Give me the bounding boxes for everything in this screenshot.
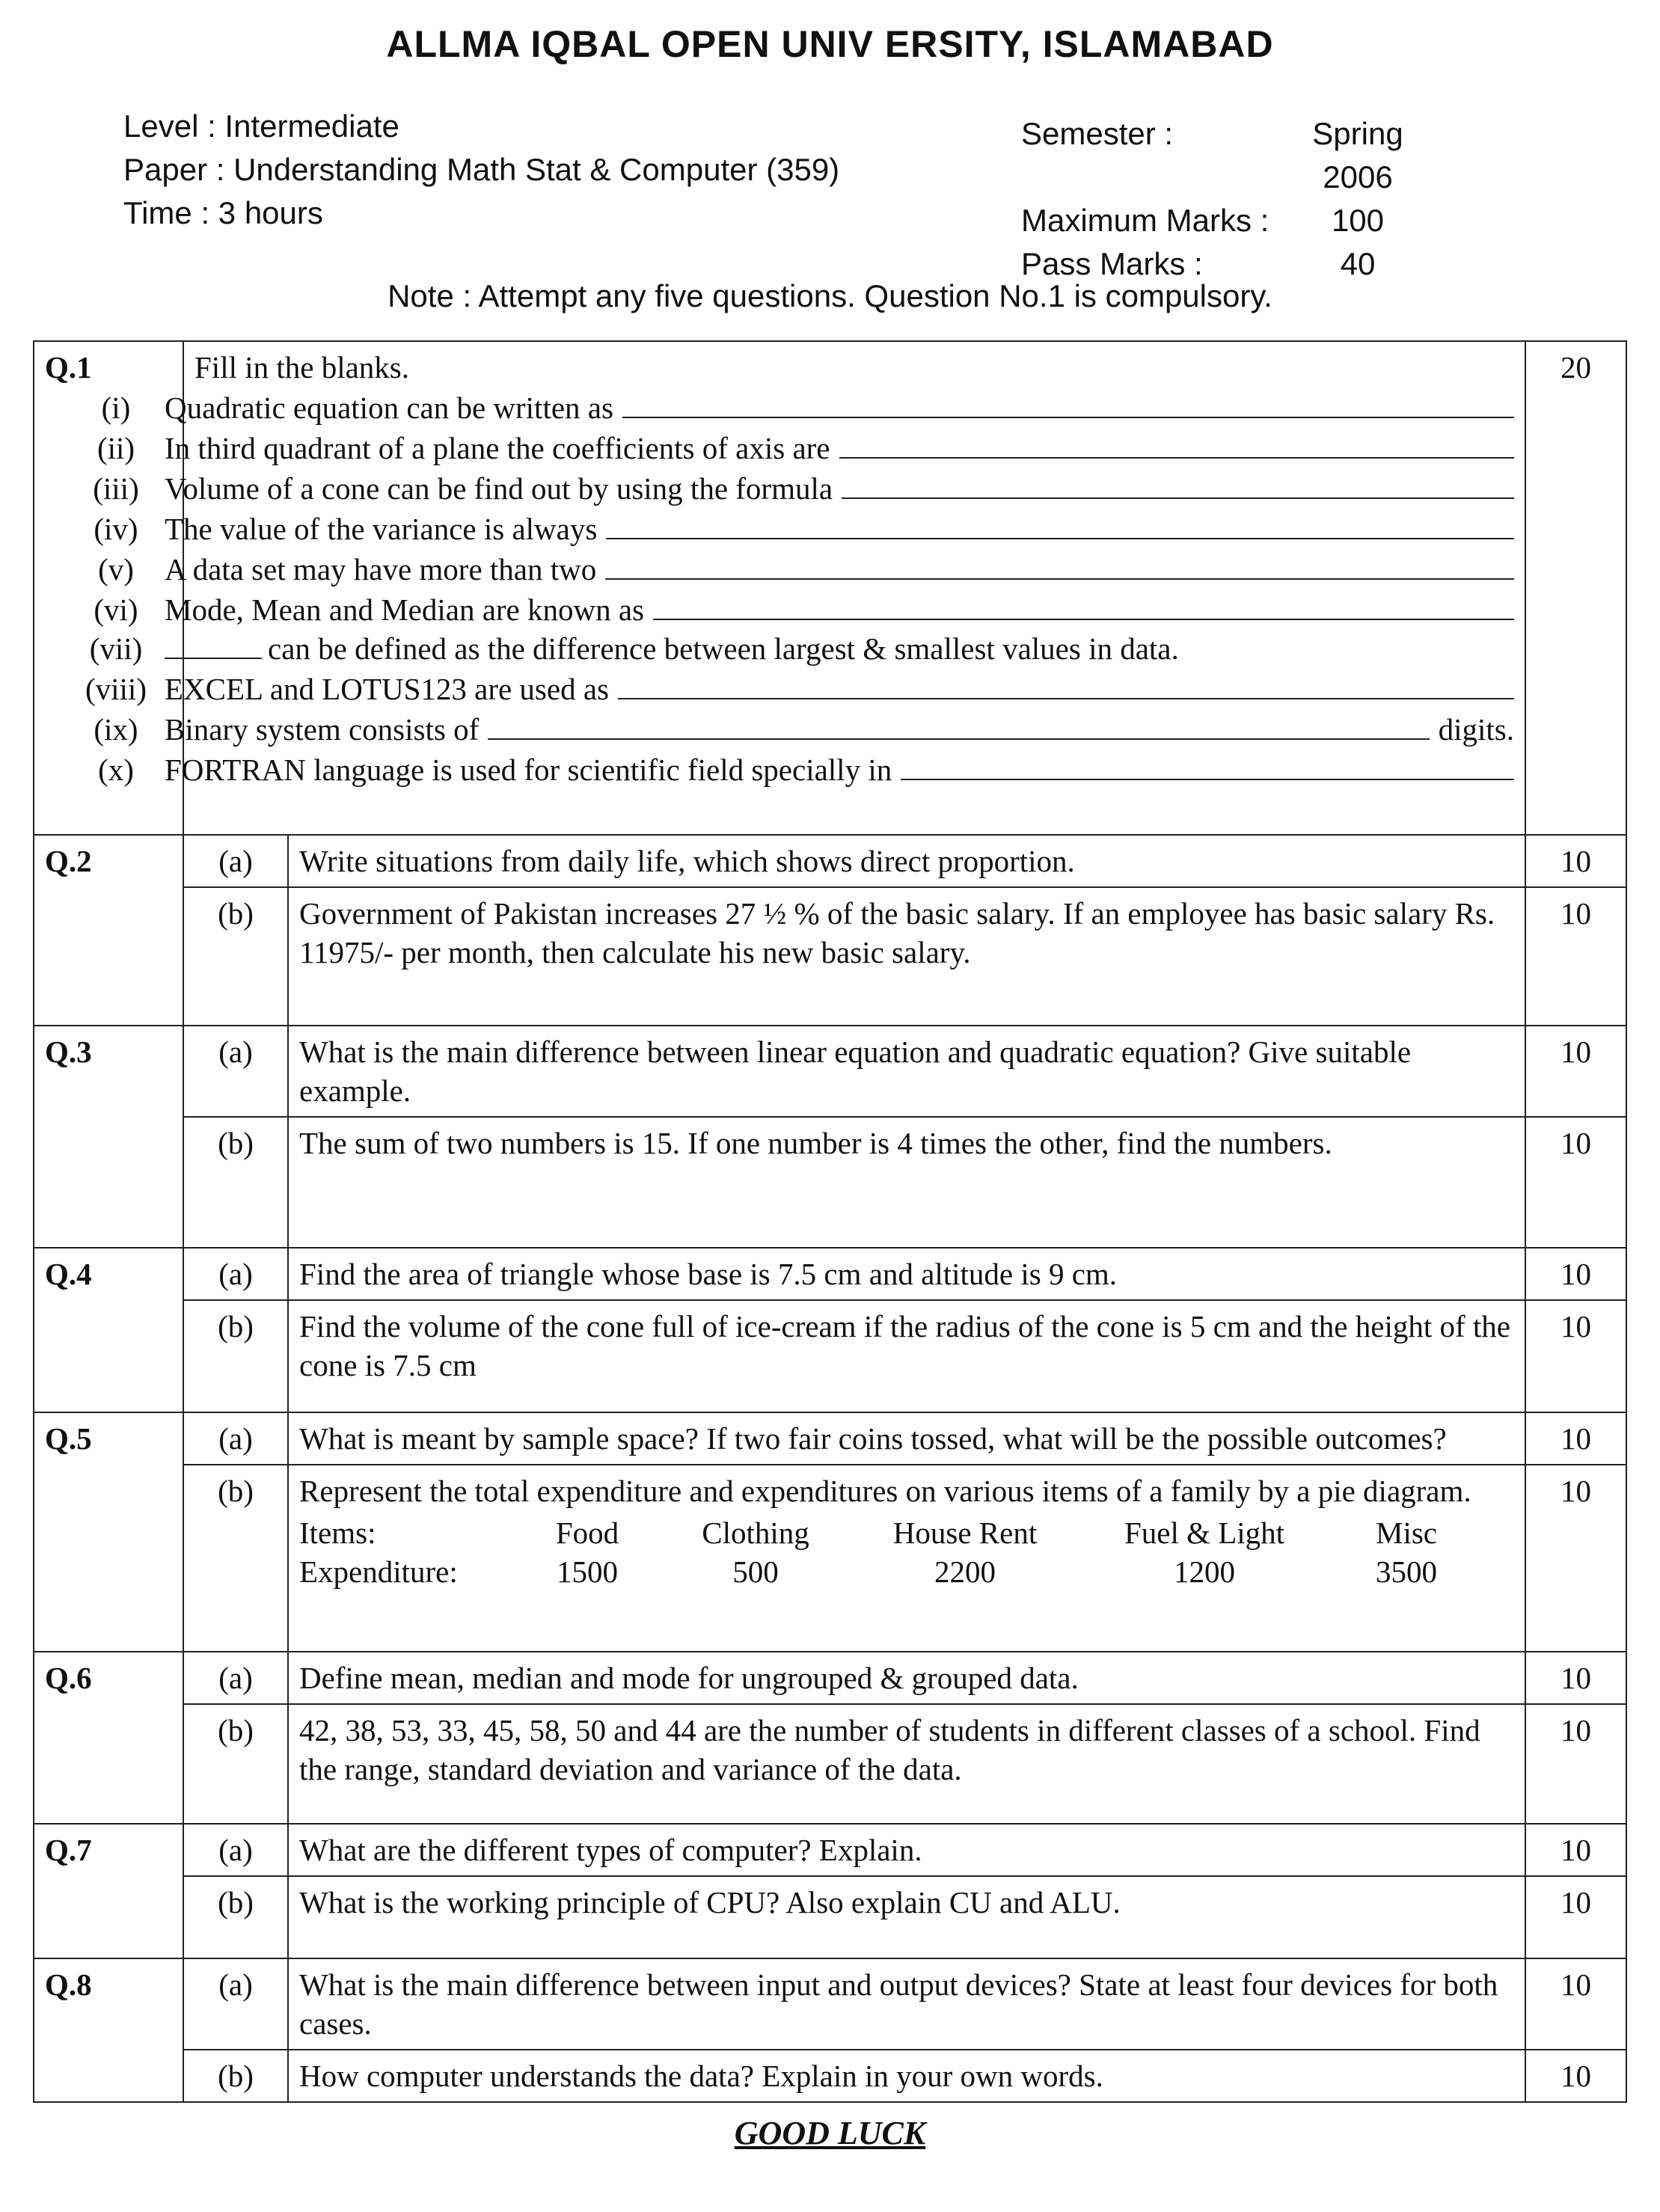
part-marks: 10 <box>1525 1412 1626 1465</box>
part-label: (b) <box>183 1876 288 1958</box>
item-value: 3500 <box>1376 1554 1437 1589</box>
list-item <box>97 427 1514 468</box>
part-marks: 10 <box>1525 1465 1626 1652</box>
part-label: (b) <box>183 1704 288 1824</box>
question-number: Q.4 <box>34 1248 183 1412</box>
part-label: (a) <box>183 1412 288 1465</box>
part-text: What is the main difference between linear equation and quadratic equation? Give suitable example. <box>288 1026 1525 1117</box>
question-row-q8b <box>34 2050 1626 2102</box>
part-marks: 10 <box>1525 887 1626 1026</box>
part-label: (a) <box>183 1248 288 1300</box>
part-label: (b) <box>183 887 288 1026</box>
item-name: Clothing <box>702 1516 809 1550</box>
part-label: (b) <box>183 2050 288 2102</box>
part-marks: 10 <box>1525 835 1626 887</box>
list-item <box>89 629 1514 668</box>
question-number: Q.2 <box>34 835 183 1026</box>
item-text: can be defined as the difference between largest & smallest values in data. <box>268 631 1179 666</box>
question-row-q5b <box>34 1465 1626 1652</box>
semester-value: Spring 2006 <box>1312 116 1403 194</box>
part-marks: 10 <box>1525 1876 1626 1958</box>
question-row-q7b <box>34 1876 1626 1958</box>
answer-blank <box>488 708 1429 740</box>
item-value: 1500 <box>557 1554 618 1589</box>
answer-blank <box>839 427 1515 459</box>
part-text: Find the volume of the cone full of ice-cream if the radius of the cone is 5 cm and the height of the cone is 7.5 cm <box>288 1300 1525 1412</box>
pass-marks-value: 40 <box>1340 246 1376 281</box>
part-text: What are the different types of computer? Explain. <box>288 1824 1525 1876</box>
question-number: Q.3 <box>34 1026 183 1248</box>
list-item <box>93 468 1514 508</box>
part-label: (a) <box>183 835 288 887</box>
item-name: Food <box>555 1516 619 1550</box>
part-text: What is meant by sample space? If two fair coins tossed, what will be the possible outcomes? <box>288 1412 1525 1465</box>
part-marks: 10 <box>1525 2050 1626 2102</box>
item-text: In third quadrant of a plane the coefficients of axis are <box>165 431 830 465</box>
answer-blank <box>653 589 1514 620</box>
item-number: (iv) <box>94 512 138 546</box>
part-marks: 10 <box>1525 1026 1626 1117</box>
instructions-note: Note : Attempt any five questions. Question No.1 is compulsory. <box>388 278 1272 313</box>
item-number: (vi) <box>94 592 138 627</box>
item-text: Quadratic equation can be written as <box>165 390 613 425</box>
question-row-q2 <box>34 835 1626 887</box>
answer-blank <box>606 508 1514 539</box>
item-value: 500 <box>732 1554 779 1589</box>
question-number: Q.7 <box>34 1824 183 1958</box>
part-text <box>288 1465 1525 1652</box>
question-text <box>85 341 1525 835</box>
list-item <box>98 548 1514 589</box>
list-item <box>101 387 1514 427</box>
question-marks: 20 <box>1525 341 1626 835</box>
items-label: Items: <box>299 1516 376 1550</box>
part-text: 42, 38, 53, 33, 45, 58, 50 and 44 are the number of students in different classes of a school. Find the range, standard deviation and variance of the data. <box>288 1704 1525 1824</box>
university-title: ALLMA IQBAL OPEN UNIV ERSITY, ISLAMABAD <box>386 23 1274 65</box>
item-text: Volume of a cone can be find out by using the formula <box>165 471 833 506</box>
level-label: Level : <box>123 108 216 144</box>
answer-blank <box>165 631 262 659</box>
answer-blank <box>605 548 1514 580</box>
list-item <box>94 708 1514 749</box>
part-marks: 10 <box>1525 1824 1626 1876</box>
part-label: (a) <box>183 1026 288 1117</box>
item-name: House Rent <box>892 1516 1038 1550</box>
question-row-q8 <box>34 1958 1626 2050</box>
item-number: (x) <box>98 753 134 787</box>
level-value: Intermediate <box>224 108 399 144</box>
item-text: A data set may have more than two <box>165 552 597 586</box>
question-row-q2b <box>34 887 1626 1026</box>
part-marks: 10 <box>1525 1248 1626 1300</box>
part-label: (b) <box>183 1300 288 1412</box>
question-row-q6b <box>34 1704 1626 1824</box>
item-suffix: digits. <box>1438 712 1514 747</box>
paper-value: Understanding Math Stat & Computer (359) <box>233 152 840 187</box>
item-value: 2200 <box>934 1554 996 1589</box>
question-number: Q.6 <box>34 1652 183 1824</box>
list-item <box>94 589 1514 629</box>
fill-blanks-list <box>85 387 1514 789</box>
item-text: Binary system consists of <box>165 712 480 747</box>
max-marks-label: Maximum Marks : <box>1021 203 1269 238</box>
answer-blank <box>618 668 1514 699</box>
exam-info-right <box>1021 112 1440 286</box>
item-text: FORTRAN language is used for scientific field specially in <box>165 753 892 787</box>
item-text: The value of the variance is always <box>165 512 598 546</box>
good-luck-footer: GOOD LUCK <box>734 2115 926 2151</box>
item-number: (viii) <box>85 672 147 706</box>
question-number: Q.1 <box>34 341 183 835</box>
paper-label: Paper : <box>123 152 225 187</box>
question-row-q3 <box>34 1026 1626 1117</box>
part-text: The sum of two numbers is 15. If one number is 4 times the other, find the numbers. <box>288 1117 1525 1248</box>
question-number: Q.8 <box>34 1958 183 2102</box>
part-label: (a) <box>183 1824 288 1876</box>
question-row-q1 <box>34 341 1626 835</box>
list-item <box>85 668 1514 708</box>
question-row-q6 <box>34 1652 1626 1704</box>
item-name: Misc <box>1376 1516 1437 1550</box>
question-row-q3b <box>34 1117 1626 1248</box>
part-marks: 10 <box>1525 1958 1626 2050</box>
questions-table <box>33 340 1627 2103</box>
part-marks: 10 <box>1525 1117 1626 1248</box>
part-text: Government of Pakistan increases 27 ½ % of the basic salary. If an employee has basic salary Rs. 11975/- per month, then calculate his new basic salary. <box>288 887 1525 1026</box>
part-marks: 10 <box>1525 1300 1626 1412</box>
max-marks-value: 100 <box>1331 203 1385 238</box>
question-row-q5 <box>34 1412 1626 1465</box>
item-number: (ix) <box>94 712 138 747</box>
list-item <box>98 749 1514 789</box>
part-label: (a) <box>183 1652 288 1704</box>
time-value: 3 hours <box>218 195 323 230</box>
question-row-q7 <box>34 1824 1626 1876</box>
answer-blank <box>842 468 1514 499</box>
answer-blank <box>622 387 1514 418</box>
item-number: (ii) <box>97 431 135 465</box>
part-text: What is the working principle of CPU? Also explain CU and ALU. <box>288 1876 1525 1958</box>
expenditure-table <box>299 1513 1514 1591</box>
part-text: Write situations from daily life, which shows direct proportion. <box>288 835 1525 887</box>
item-text: Mode, Mean and Median are known as <box>165 592 645 627</box>
answer-blank <box>901 749 1514 780</box>
item-number: (iii) <box>93 471 139 506</box>
part-text: How computer understands the data? Explain in your own words. <box>288 2050 1525 2102</box>
part-text: Define mean, median and mode for ungrouped & grouped data. <box>288 1652 1525 1704</box>
q1-intro: Fill in the blanks. <box>195 350 409 385</box>
part-text-body: Represent the total expenditure and expenditures on various items of a family by a pie diagram. <box>299 1474 1471 1508</box>
item-number: (i) <box>101 390 131 425</box>
semester-label: Semester : <box>1021 116 1174 151</box>
item-name: Fuel & Light <box>1124 1516 1285 1550</box>
question-row-q4 <box>34 1248 1626 1300</box>
expenditure-label: Expenditure: <box>299 1554 458 1589</box>
part-text: Find the area of triangle whose base is 7.5 cm and altitude is 9 cm. <box>288 1248 1525 1300</box>
question-row-q4b <box>34 1300 1626 1412</box>
list-item <box>94 508 1514 548</box>
part-text: What is the main difference between input and output devices? State at least four devices for both cases. <box>288 1958 1525 2050</box>
question-number: Q.5 <box>34 1412 183 1652</box>
time-label: Time : <box>123 195 210 230</box>
exam-info-left <box>123 105 839 235</box>
item-number: (v) <box>98 552 134 586</box>
part-label: (a) <box>183 1958 288 2050</box>
part-marks: 10 <box>1525 1652 1626 1704</box>
part-label: (b) <box>183 1465 288 1652</box>
item-text: EXCEL and LOTUS123 are used as <box>165 672 609 706</box>
part-label: (b) <box>183 1117 288 1248</box>
part-marks: 10 <box>1525 1704 1626 1824</box>
item-value: 1200 <box>1174 1554 1235 1589</box>
pass-marks-label: Pass Marks : <box>1021 246 1203 281</box>
item-number: (vii) <box>89 631 143 666</box>
